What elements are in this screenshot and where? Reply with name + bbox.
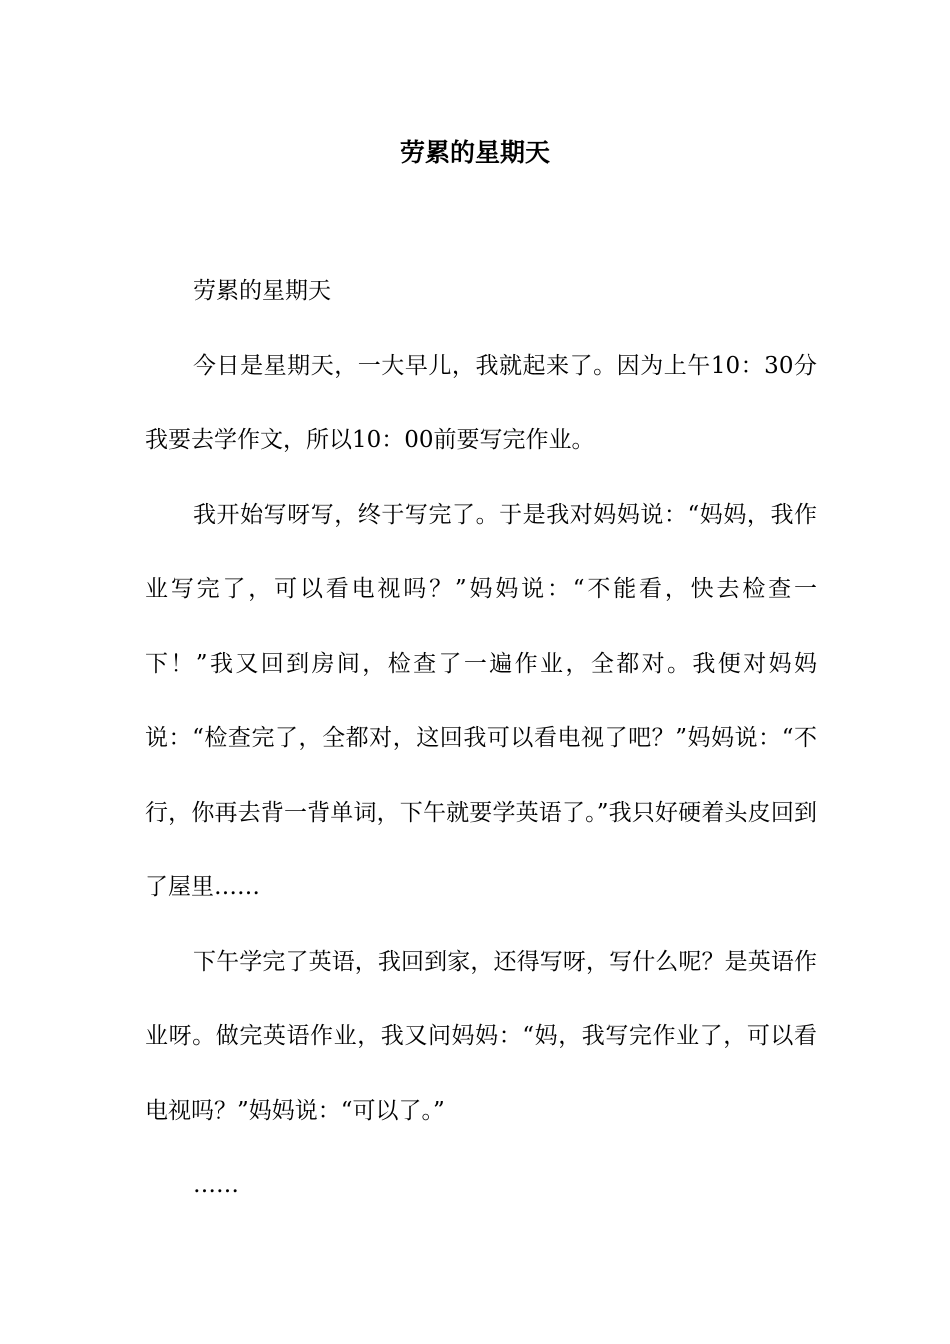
paragraph: 我开始写呀写，终于写完了。于是我对妈妈说：“妈妈，我作业写完了，可以看电视吗？”妈妈说：“不能看，快去检查一下！”我又回到房间，检查了一遍作业，全都对。我便对妈妈说：“检查完了，全都对，这回我可以看电视了吧？”妈妈说：“不行，你再去背一背单词，下午就要学英语了。”我只好硬着头皮回到了屋里…… (145, 501, 817, 900)
document-body (145, 254, 817, 1223)
paragraph-ellipsis: …… (193, 1172, 239, 1198)
paragraph-subtitle: 劳累的星期天 (193, 278, 331, 304)
document-title: 劳累的星期天 (399, 138, 550, 167)
paragraph: 今日是星期天，一大早儿，我就起来了。因为上午10：30分我要去学作文，所以10：00前要写完作业。 (145, 352, 817, 453)
paragraph: 下午学完了英语，我回到家，还得写呀，写什么呢？是英语作业呀。做完英语作业，我又问妈妈：“妈，我写完作业了，可以看电视吗？”妈妈说：“可以了。” (145, 948, 817, 1124)
